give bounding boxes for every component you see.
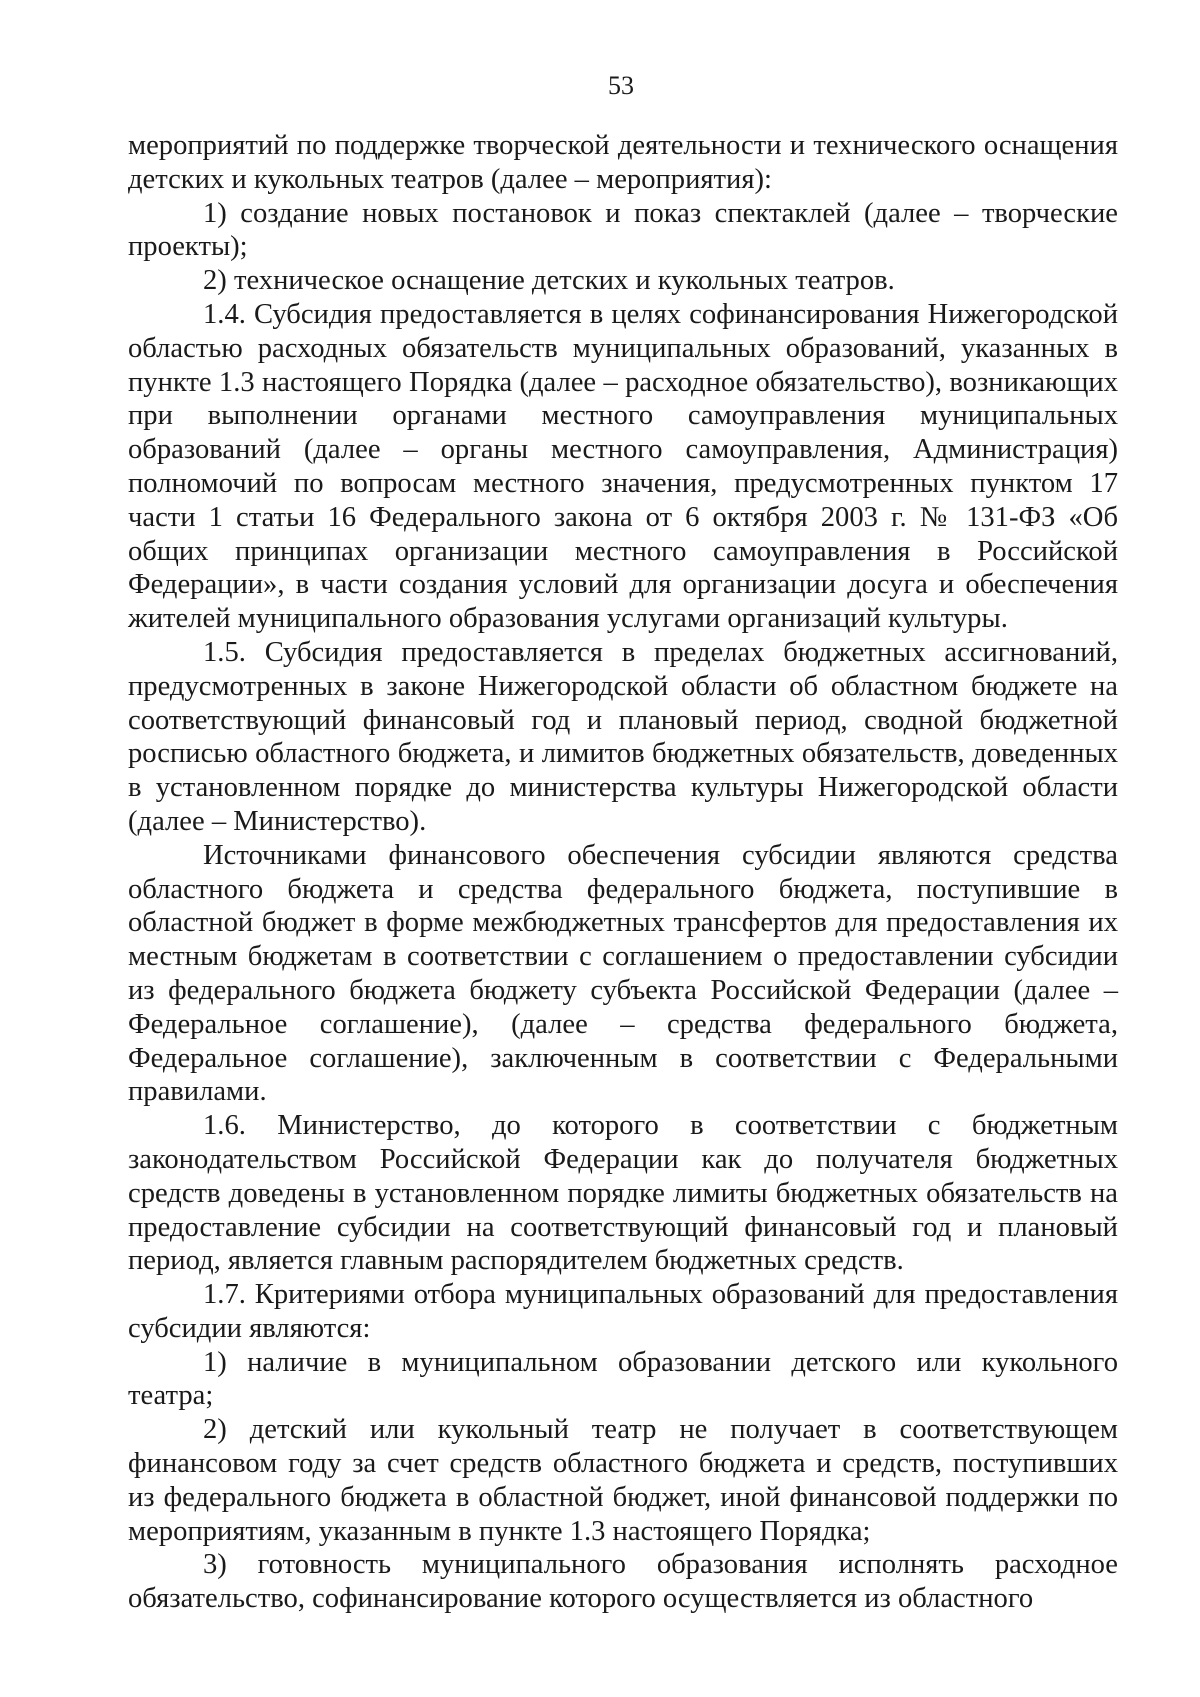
paragraph-clause-1-6: 1.6. Министерство, до которого в соответствии с бюджетным законодательством Российской Федерации как до получателя бюджетных средств доведены в установленном порядке лимиты бюджетных обязательств на предоставление субсидии на соответствующий финансовый год и плановый период, является главным распорядителем бюджетных средств. bbox=[128, 1110, 1118, 1277]
paragraph-item-technical-equipment: 2) техническое оснащение детских и кукольных театров. bbox=[203, 265, 895, 297]
page-number: 53 bbox=[608, 71, 634, 100]
paragraph-item-creative-projects: 1) создание новых постановок и показ спектаклей (далее – творческие проекты); bbox=[128, 197, 1118, 263]
paragraph-funding-sources: Источниками финансового обеспечения субсидии являются средства областного бюджета и средства федерального бюджета, поступившие в областной бюджет в форме межбюджетных трансфертов для предоставления их местным бюджетам в соответствии с соглашением о предоставлении субсидии из федерального бюджета бюджету субъекта Российской Федерации (далее – Федеральное соглашение), (далее – средства федерального бюджета, Федеральное соглашение), заключенным в соответствии с Федеральными правилами. bbox=[128, 839, 1118, 1108]
document-body bbox=[128, 129, 1118, 1616]
paragraph-clause-1-4: 1.4. Субсидия предоставляется в целях софинансирования Нижегородской областью расходных обязательств муниципальных образований, указанных в пункте 1.3 настоящего Порядка (далее – расходное обязательство), возникающих при выполнении органами местного самоуправления муниципальных образований (далее – органы местного самоуправления, Администрация) полномочий по вопросам местного значения, предусмотренных пунктом 17 части 1 статьи 16 Федерального закона от 6 октября 2003 г. № 131-ФЗ «Об общих принципах организации местного самоуправления в Российской Федерации», в части создания условий для организации досуга и обеспечения жителей муниципального образования услугами организаций культуры. bbox=[128, 298, 1118, 635]
paragraph-events-intro: мероприятий по поддержке творческой деятельности и технического оснащения детских и кукольных театров (далее – мероприятия): bbox=[128, 130, 1118, 195]
paragraph-criterion-2: 2) детский или кукольный театр не получает в соответствующем финансовом году за счет средств областного бюджета и средств, поступивших из федерального бюджета в областной бюджет, иной финансовой поддержки по мероприятиям, указанным в пункте 1.3 настоящего Порядка; bbox=[128, 1414, 1118, 1547]
paragraph-criterion-3: 3) готовность муниципального образования исполнять расходное обязательство, софинансирование которого осуществляется из областного bbox=[128, 1549, 1118, 1615]
paragraph-clause-1-7: 1.7. Критериями отбора муниципальных образований для предоставления субсидии являются: bbox=[128, 1279, 1118, 1344]
paragraph-criterion-1: 1) наличие в муниципальном образовании детского или кукольного театра; bbox=[128, 1346, 1118, 1412]
paragraph-clause-1-5: 1.5. Субсидия предоставляется в пределах бюджетных ассигнований, предусмотренных в законе Нижегородской области об областном бюджете на соответствующий финансовый год и плановый период, сводной бюджетной росписью областного бюджета, и лимитов бюджетных обязательств, доведенных в установленном порядке до министерства культуры Нижегородской области (далее – Министерство). bbox=[128, 636, 1118, 837]
